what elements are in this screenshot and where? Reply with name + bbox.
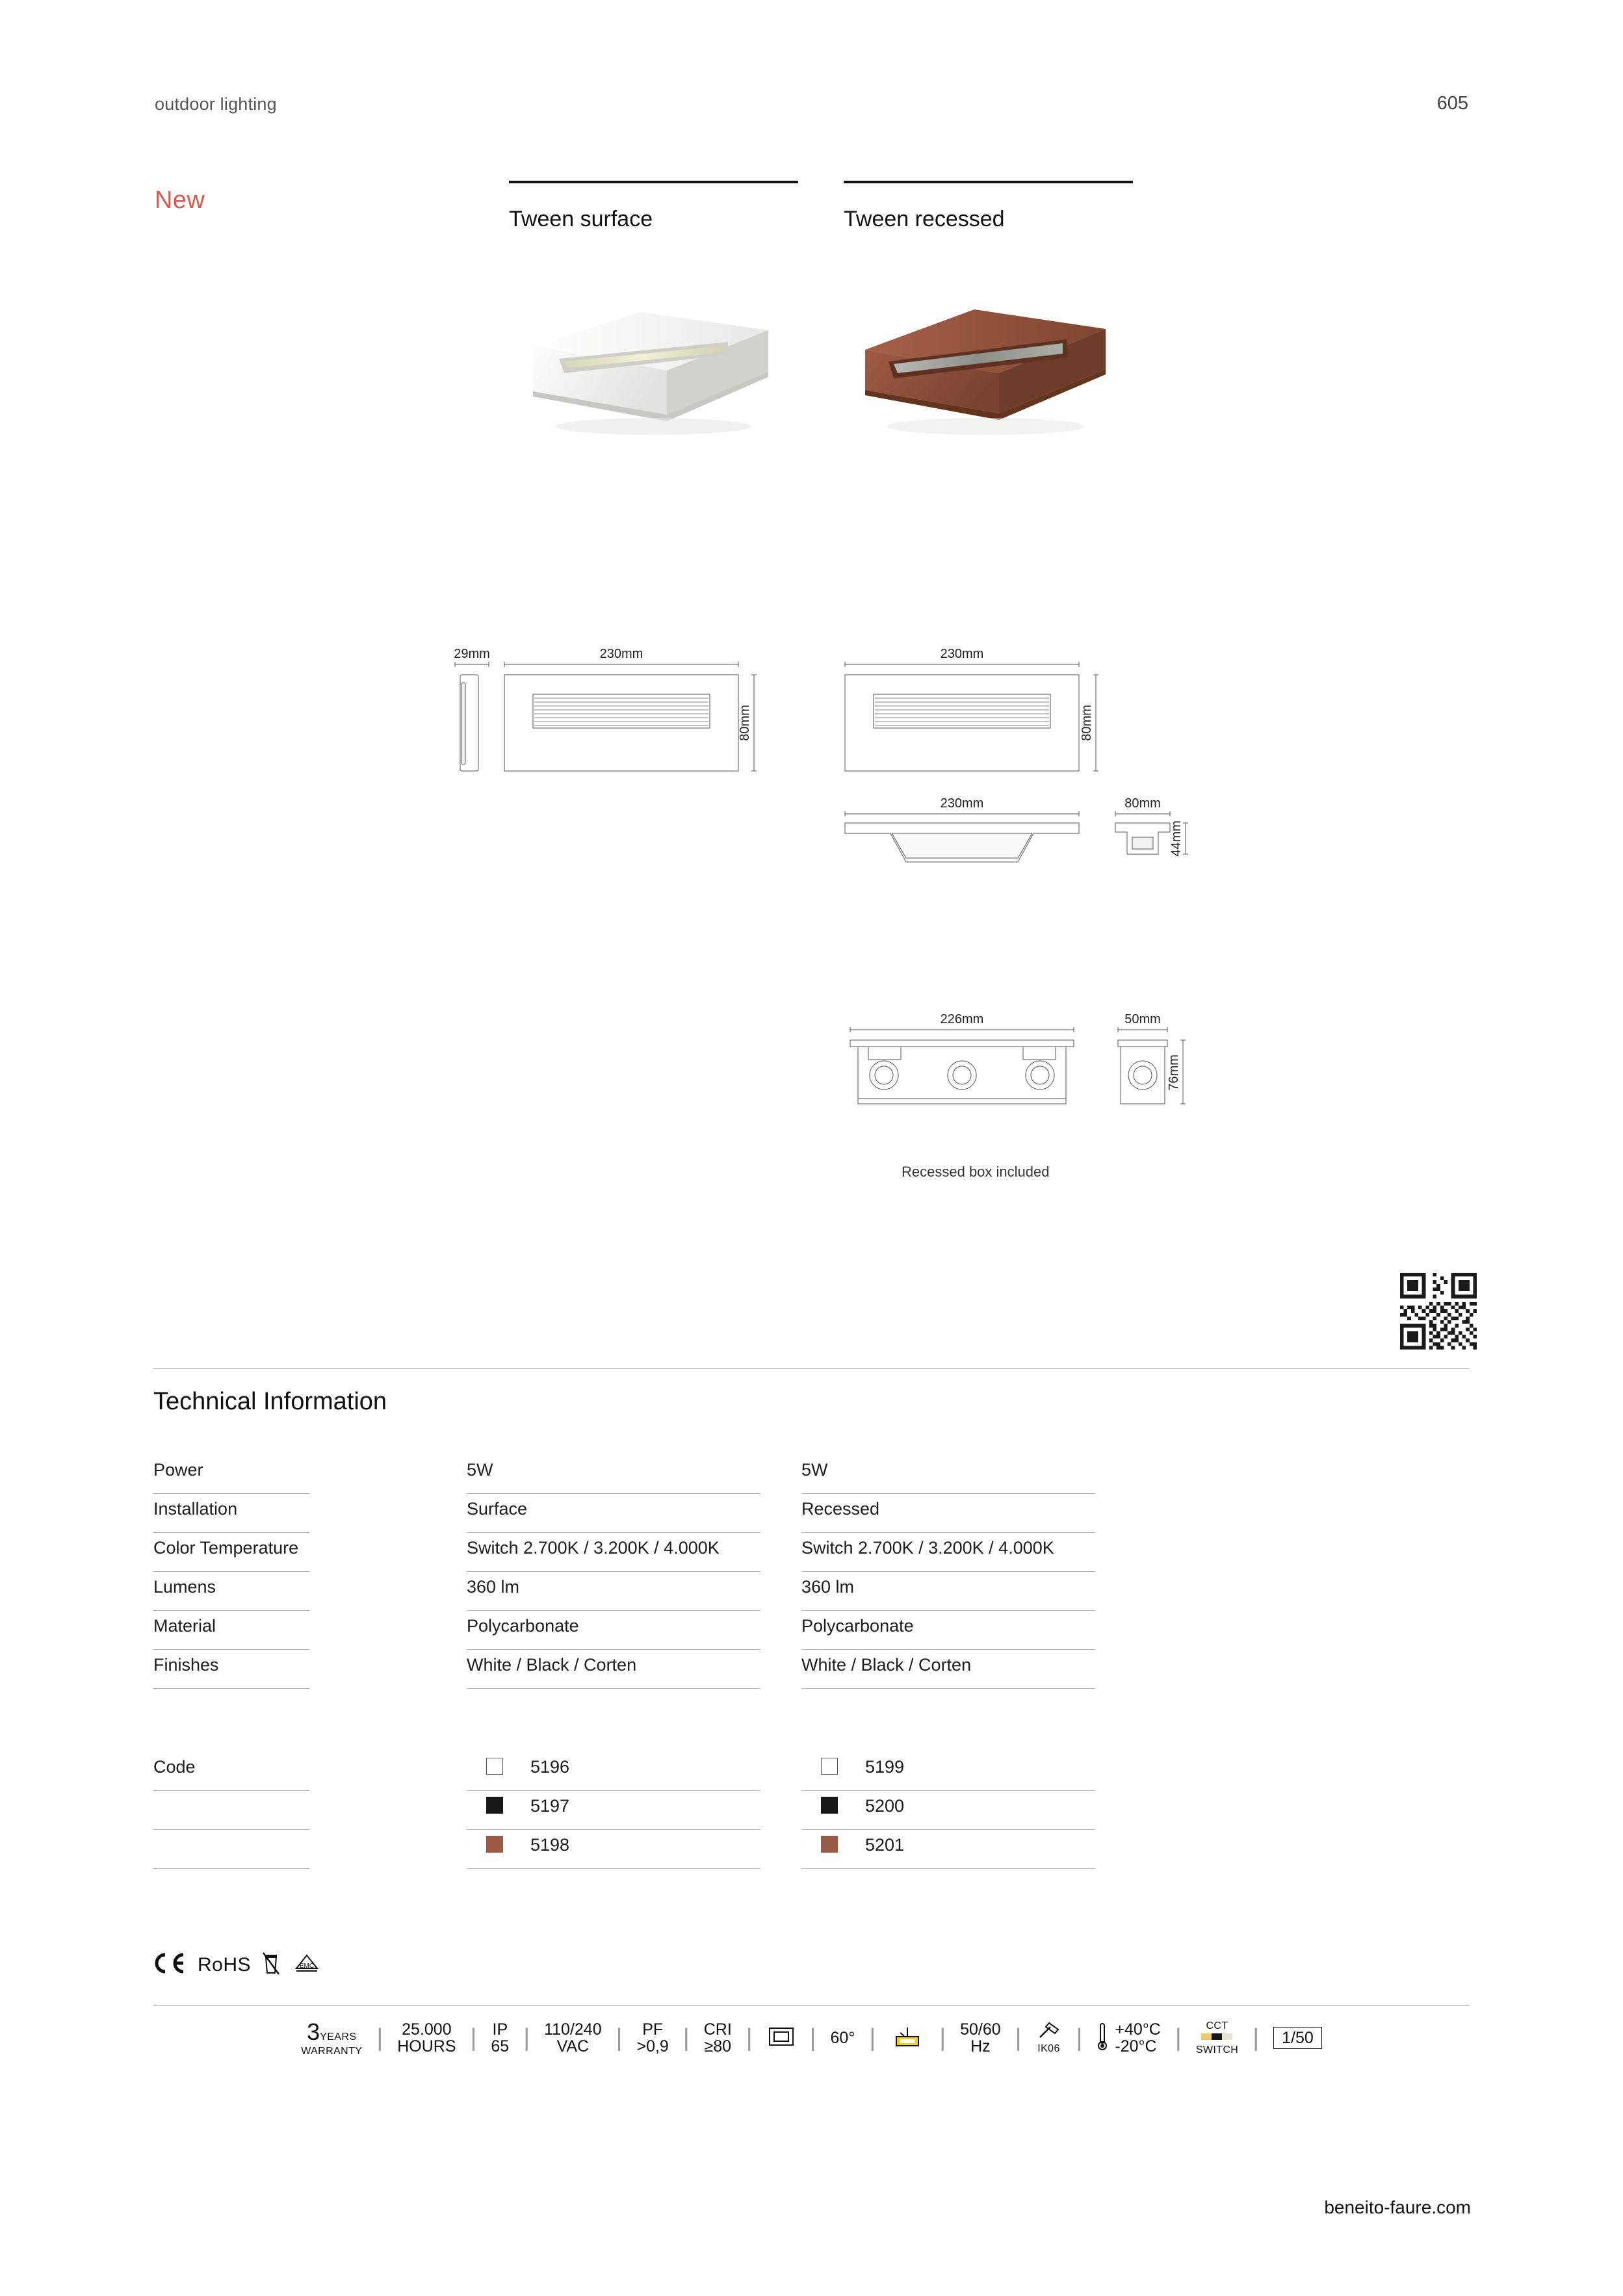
finish-swatch-white-icon: [486, 1758, 503, 1775]
product-column-recessed: [844, 181, 1133, 232]
code-table: [153, 1752, 1148, 1869]
code-number: 5199: [865, 1757, 905, 1777]
product-photo-surface: [513, 299, 786, 507]
icon-frequency: [946, 2021, 1015, 2055]
spec-table: [153, 1455, 1148, 1689]
table-row: [153, 1494, 1148, 1533]
cri-value: ≥80: [704, 2037, 732, 2055]
lifetime-unit: HOURS: [397, 2037, 456, 2055]
cct-switch-label: SWITCH: [1195, 2044, 1239, 2055]
ik-value: IK06: [1037, 2042, 1060, 2054]
spec-value-surface: Switch 2.700K / 3.200K / 4.000K: [467, 1533, 801, 1572]
anti-glare-icon: [890, 2024, 925, 2053]
table-row: [153, 1791, 1148, 1830]
dim-section-depth: 80mm: [1124, 796, 1161, 811]
spec-value-recessed: Recessed: [801, 1494, 1136, 1533]
frequency-value: 50/60: [960, 2020, 1001, 2039]
spec-value-surface: Surface: [467, 1494, 801, 1533]
section-divider-bottom: [153, 2005, 1470, 2006]
page-header-category: outdoor lighting: [155, 94, 277, 114]
code-label-spacer: [153, 1830, 467, 1869]
code-value-surface: [467, 1791, 801, 1830]
table-row: [153, 1572, 1148, 1611]
finish-swatch-corten-icon: [486, 1836, 503, 1853]
icon-beam-angle: [816, 2029, 870, 2046]
table-row: [153, 1611, 1148, 1650]
svg-text:EMC: EMC: [299, 1963, 315, 1970]
code-label: Code: [153, 1752, 467, 1791]
icon-cct-switch: [1182, 2020, 1253, 2056]
icon-voltage: [530, 2021, 616, 2055]
voltage-unit: VAC: [556, 2037, 590, 2055]
voltage-value: 110/240: [544, 2020, 602, 2039]
ik-hammer-icon: [1036, 2022, 1062, 2043]
icon-cri: [690, 2021, 746, 2055]
technical-information-title: Technical Information: [153, 1388, 387, 1415]
code-value-recessed: [801, 1830, 1136, 1869]
code-number: 5196: [530, 1757, 570, 1777]
warranty-years: 3: [307, 2018, 320, 2045]
code-value-recessed: [801, 1752, 1136, 1791]
finish-swatch-black-icon: [821, 1797, 838, 1814]
divider: |: [746, 2024, 753, 2052]
dim-box-height: 76mm: [1167, 1054, 1181, 1091]
icon-anti-glare: [876, 2024, 939, 2053]
certifications-row: [151, 1950, 322, 1979]
table-row: [153, 1650, 1148, 1689]
code-label-spacer: [153, 1791, 467, 1830]
spec-value-recessed: Switch 2.700K / 3.200K / 4.000K: [801, 1533, 1136, 1572]
divider: |: [523, 2024, 530, 2052]
crossed-out-wheelie-bin-icon: [260, 1950, 282, 1979]
cct-label: CCT: [1206, 2020, 1228, 2031]
code-number: 5197: [530, 1796, 570, 1816]
warranty-label: WARRANTY: [301, 2046, 363, 2057]
finish-swatch-white-icon: [821, 1758, 838, 1775]
spec-value-surface: 5W: [467, 1455, 801, 1494]
dim-recessed-height: 80mm: [1080, 705, 1094, 741]
dim-recessed-width: 230mm: [940, 647, 984, 661]
class-2-icon: [767, 2025, 796, 2052]
spec-value-recessed: Polycarbonate: [801, 1611, 1136, 1650]
section-divider-top: [153, 1368, 1470, 1369]
divider: |: [1253, 2024, 1260, 2052]
product-column-surface: [509, 181, 798, 232]
dim-surface-width: 230mm: [599, 647, 643, 661]
dim-box-depth: 50mm: [1124, 1012, 1161, 1026]
product-photo-recessed: [848, 299, 1121, 507]
qr-code: [1400, 1273, 1477, 1350]
column-rule: [844, 181, 1133, 183]
cct-swatch-icon: [1201, 2032, 1234, 2044]
icon-class-2: [753, 2025, 810, 2052]
divider: |: [939, 2024, 946, 2052]
thermometer-icon: [1097, 2021, 1108, 2055]
code-number: 5198: [530, 1835, 570, 1855]
icon-impact-resistance: [1022, 2022, 1076, 2055]
divider: |: [470, 2024, 477, 2052]
divider: |: [869, 2024, 876, 2052]
table-row: [153, 1830, 1148, 1869]
packaging-value: 1/50: [1282, 2028, 1314, 2047]
dim-surface-height: 80mm: [738, 705, 752, 741]
finish-swatch-black-icon: [486, 1797, 503, 1814]
footer-website: beneito-faure.com: [1324, 2197, 1471, 2217]
icon-temperature: [1082, 2021, 1175, 2055]
code-value-surface: [467, 1830, 801, 1869]
divider: |: [809, 2024, 816, 2052]
divider: |: [376, 2024, 383, 2052]
icon-warranty: [287, 2018, 376, 2057]
spec-value-recessed: 5W: [801, 1455, 1136, 1494]
code-value-recessed: [801, 1791, 1136, 1830]
icon-packaging: [1259, 2027, 1336, 2049]
new-badge: New: [155, 187, 205, 214]
spec-value-surface: Polycarbonate: [467, 1611, 801, 1650]
spec-value-recessed: White / Black / Corten: [801, 1650, 1136, 1689]
spec-label: Finishes: [153, 1650, 467, 1689]
column-rule: [509, 181, 798, 183]
ip-value: 65: [491, 2037, 510, 2055]
ip-label: IP: [492, 2020, 508, 2039]
spec-value-recessed: 360 lm: [801, 1572, 1136, 1611]
pf-label: PF: [642, 2020, 664, 2039]
recessed-box-caption: Recessed box included: [902, 1164, 1050, 1180]
dim-section-thickness: 44mm: [1169, 820, 1184, 857]
temp-min: -20°C: [1115, 2037, 1157, 2055]
spec-label: Material: [153, 1611, 467, 1650]
dim-box-width: 226mm: [940, 1012, 984, 1026]
table-row: [153, 1455, 1148, 1494]
spec-value-surface: 360 lm: [467, 1572, 801, 1611]
product-title-surface: Tween surface: [509, 207, 653, 231]
lifetime-value: 25.000: [402, 2020, 452, 2039]
pf-value: >0,9: [636, 2037, 669, 2055]
warranty-unit: YEARS: [320, 2031, 357, 2042]
spec-label: Color Temperature: [153, 1533, 467, 1572]
code-number: 5200: [865, 1796, 905, 1816]
spec-label: Lumens: [153, 1572, 467, 1611]
icon-lifetime: [383, 2021, 470, 2055]
emc-icon: [291, 1951, 322, 1978]
table-row: [153, 1533, 1148, 1572]
frequency-unit: Hz: [970, 2037, 991, 2055]
spec-label: Power: [153, 1455, 467, 1494]
beam-angle-value: 60°: [830, 2028, 855, 2047]
code-value-surface: [467, 1752, 801, 1791]
divider: |: [1015, 2024, 1022, 2052]
divider: |: [616, 2024, 623, 2052]
divider: |: [1175, 2024, 1182, 2052]
spec-icon-strip: [153, 2018, 1470, 2057]
dim-surface-depth: 29mm: [454, 647, 490, 661]
temp-max: +40°C: [1115, 2020, 1161, 2039]
icon-ip-rating: [476, 2021, 523, 2055]
divider: |: [682, 2024, 690, 2052]
ce-mark-icon: [151, 1951, 188, 1979]
icon-power-factor: [622, 2021, 682, 2055]
code-number: 5201: [865, 1835, 905, 1855]
technical-drawings: [429, 644, 1254, 1190]
page-number: 605: [1436, 93, 1468, 114]
dim-section-width: 230mm: [940, 796, 984, 811]
product-title-recessed: Tween recessed: [844, 207, 1005, 231]
table-row: [153, 1752, 1148, 1791]
spec-label: Installation: [153, 1494, 467, 1533]
spec-value-surface: White / Black / Corten: [467, 1650, 801, 1689]
cri-label: CRI: [703, 2020, 732, 2039]
divider: |: [1076, 2024, 1083, 2052]
rohs-label: RoHS: [198, 1953, 252, 1976]
finish-swatch-corten-icon: [821, 1836, 838, 1853]
